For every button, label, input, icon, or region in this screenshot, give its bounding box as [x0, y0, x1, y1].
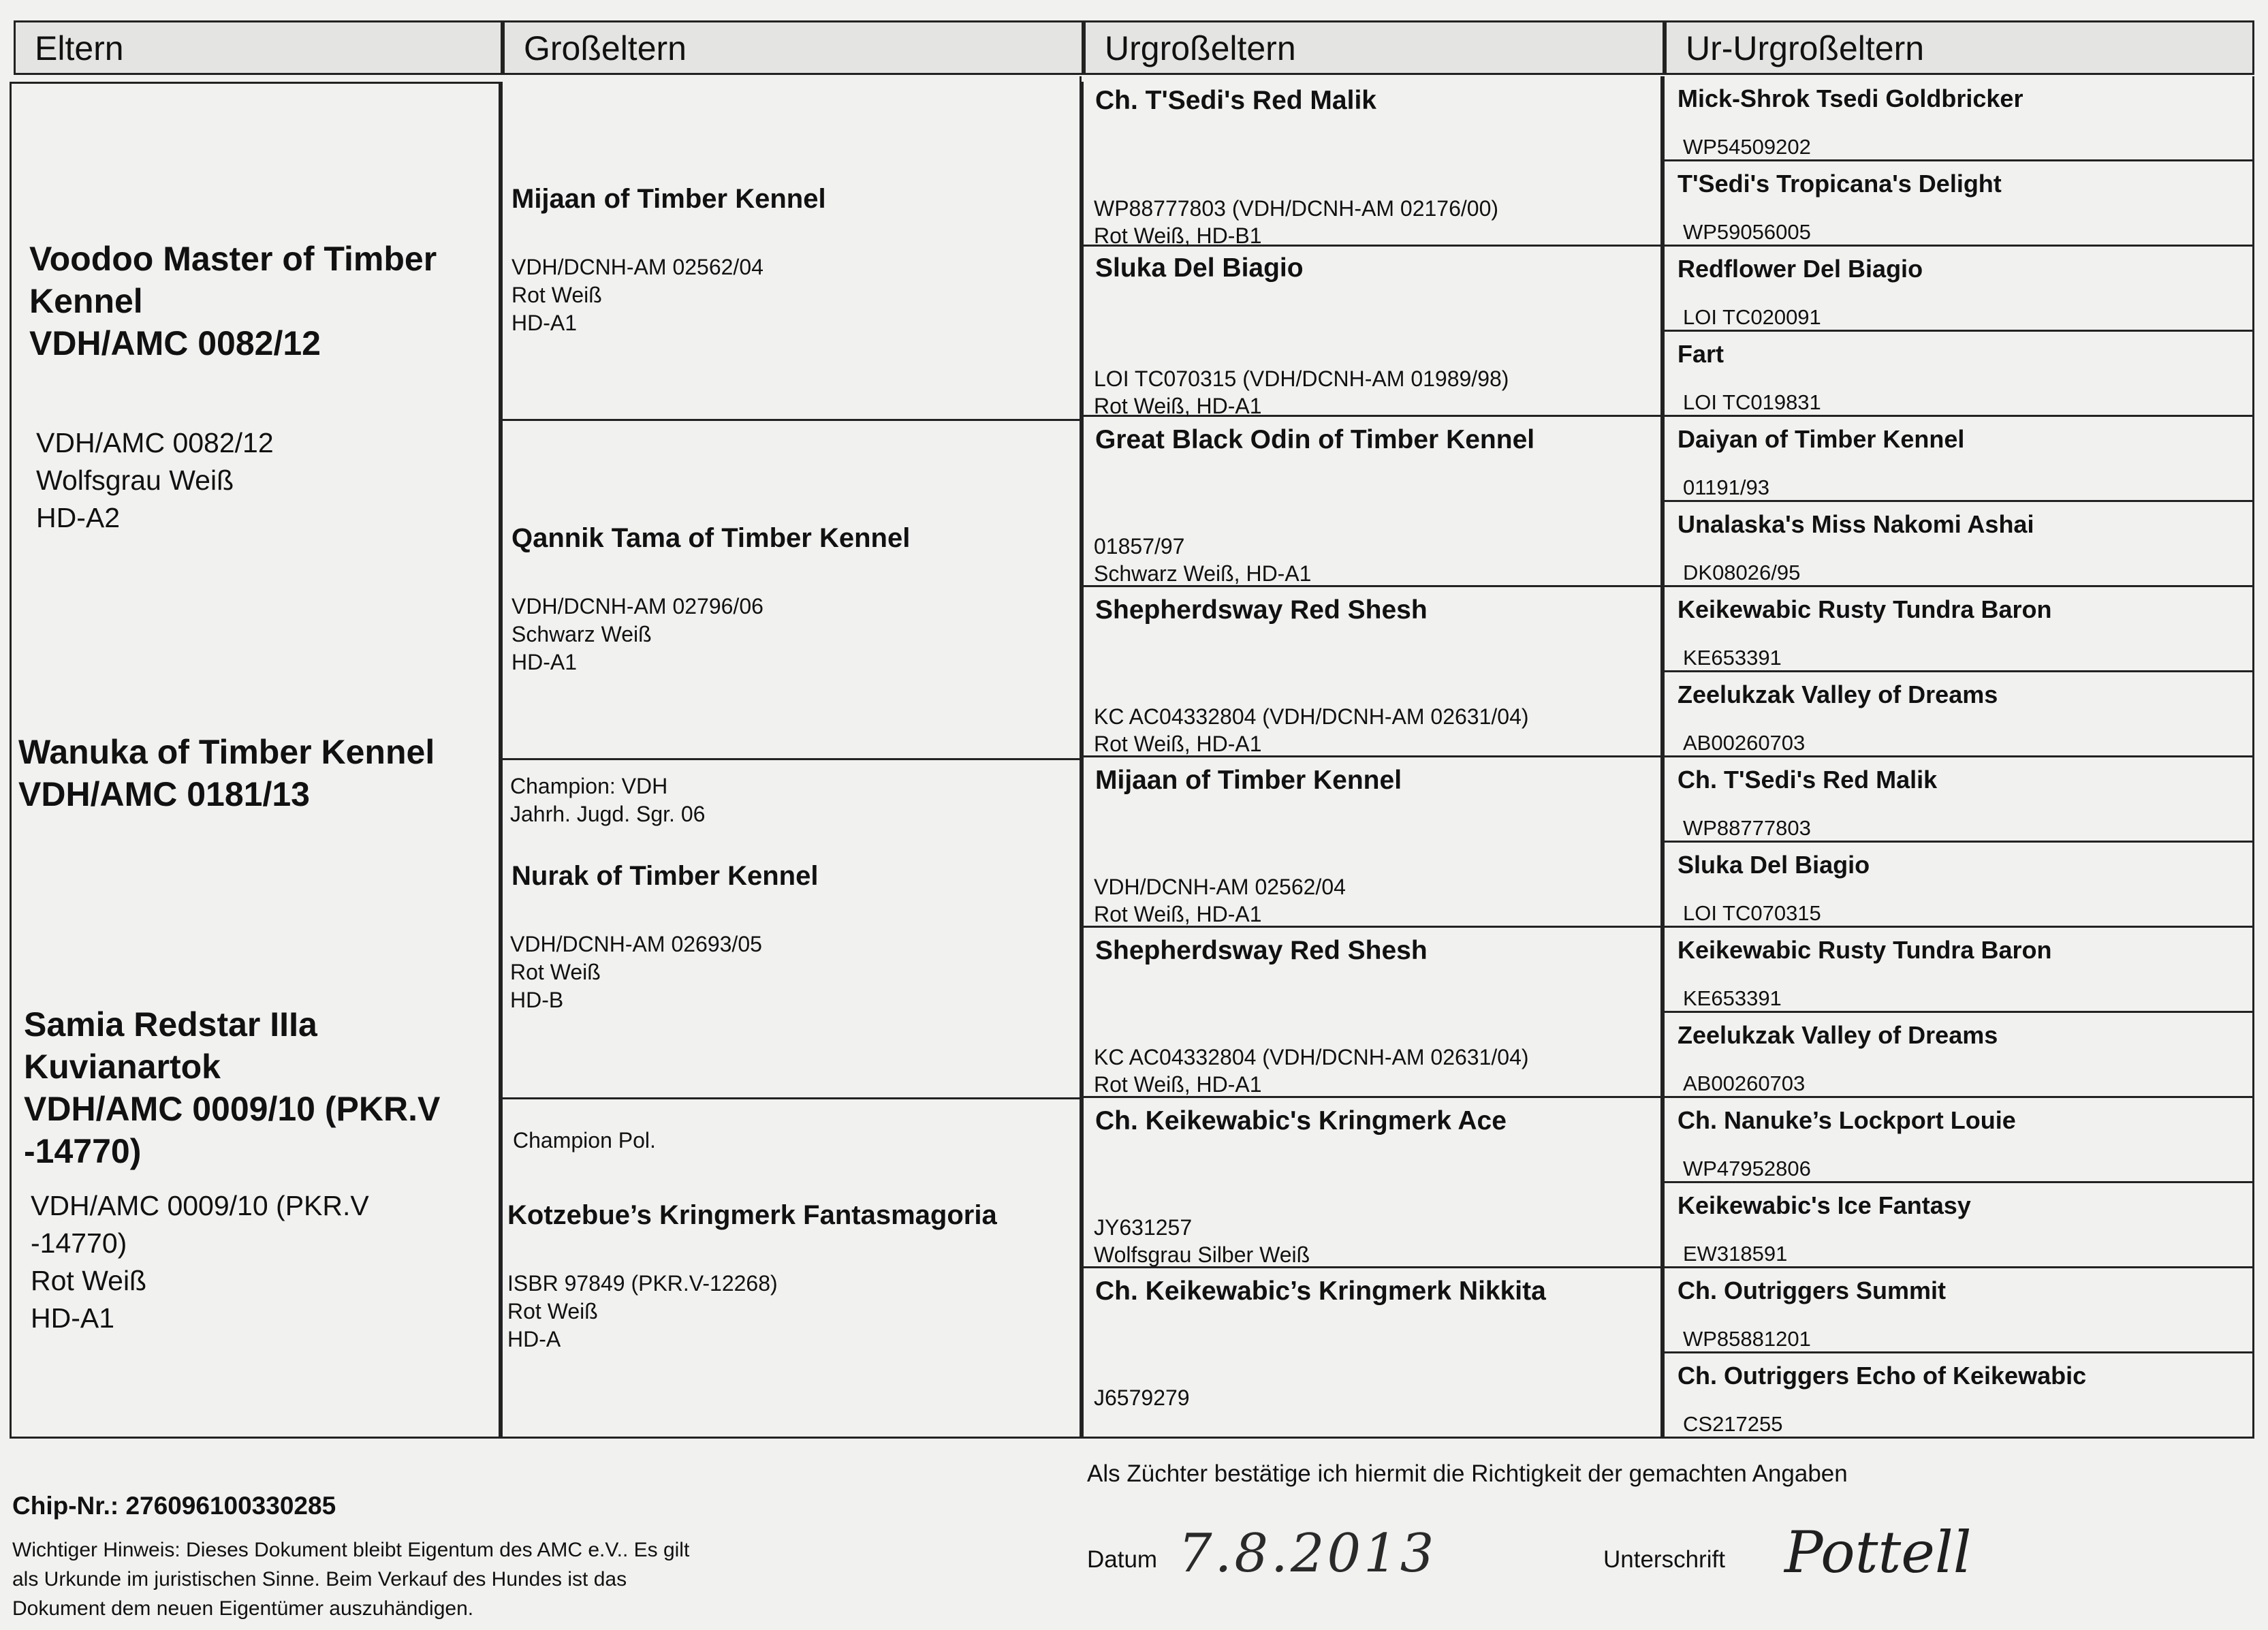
legal-notice [12, 1535, 689, 1623]
sire-name-line: Voodoo Master of Timber [29, 240, 437, 278]
grandparent-info-line: HD-A1 [511, 311, 578, 335]
chip-number [12, 1492, 336, 1520]
ggg-cell [1663, 587, 2252, 672]
header-grandparents-label: Großeltern [524, 29, 687, 67]
ggg-reg: WP85881201 [1683, 1327, 1811, 1351]
ggg-reg: WP54509202 [1683, 135, 1811, 159]
signature-label: Unterschrift [1603, 1546, 1725, 1573]
dog-name-line: VDH/AMC 0181/13 [18, 775, 310, 813]
ggg-reg: AB00260703 [1683, 731, 1806, 755]
dam-name-line: Samia Redstar IIIa [24, 1005, 317, 1044]
ggg-cell [1663, 332, 2252, 417]
grandparent-name: Nurak of Timber Kennel [511, 861, 819, 891]
grandparent-title [510, 772, 705, 828]
header-great-grandparents [1084, 20, 1665, 75]
ggg-reg: DK08026/95 [1683, 561, 1801, 584]
sire-info-line: HD-A2 [36, 502, 121, 533]
great-grandparent-cell [1082, 1098, 1663, 1268]
ggg-cell [1663, 1268, 2252, 1353]
ggg-reg: WP88777803 [1683, 816, 1811, 840]
grandparent-cell [501, 1099, 1082, 1439]
ggg-reg: LOI TC070315 [1683, 901, 1821, 925]
sire-name [29, 238, 437, 364]
great-grandparent-name: Ch. Keikewabic’s Kringmerk Nikkita [1095, 1276, 1546, 1306]
ggg-name: Ch. Nanuke’s Lockport Louie [1678, 1106, 2016, 1134]
great-grandparent-cell [1082, 587, 1663, 757]
parents-column [10, 82, 503, 1439]
great-grandparent-cell [1082, 1268, 1663, 1439]
ggg-reg: CS217255 [1683, 1412, 1783, 1436]
dam-name-line: Kuvianartok [24, 1048, 221, 1086]
ggg-reg: KE653391 [1683, 986, 1782, 1010]
great-grandparent-name: Sluka Del Biagio [1095, 253, 1304, 283]
dam-name-line: -14770) [24, 1132, 142, 1170]
grandparent-title: Champion Pol. [513, 1128, 656, 1153]
ggg-cell [1663, 1013, 2252, 1098]
grandparent-info-line: VDH/DCNH-AM 02796/06 [511, 594, 763, 618]
great-grandparent-info [1094, 1214, 1310, 1268]
dam-info-line: -14770) [31, 1227, 127, 1259]
ggg-name: T'Sedi's Tropicana's Delight [1678, 170, 2002, 198]
great-grandparent-info [1094, 195, 1498, 249]
grandparents-column [499, 82, 1084, 1439]
grandparent-name: Qannik Tama of Timber Kennel [511, 523, 911, 553]
great-grandparent-info [1094, 533, 1311, 587]
ggg-name: Keikewabic Rusty Tundra Baron [1678, 936, 2052, 964]
great-grandparent-cell [1082, 417, 1663, 587]
great-grandparent-info [1094, 365, 1509, 420]
ggg-name: Redflower Del Biagio [1678, 255, 1923, 283]
sire-info [36, 424, 274, 537]
ggg-cell [1663, 928, 2252, 1013]
ggg-cell [1663, 757, 2252, 843]
great-grandparent-cell [1082, 757, 1663, 928]
grandparent-title-line: Jahrh. Jugd. Sgr. 06 [510, 802, 706, 826]
grandparent-info [511, 253, 763, 337]
dam-name [24, 1003, 440, 1172]
ggg-column [1660, 76, 2254, 1439]
ggg-name: Zeelukzak Valley of Dreams [1678, 1021, 1998, 1049]
grandparent-name: Kotzebue’s Kringmerk Fantasmagoria [507, 1200, 997, 1230]
header-great-grandparents-label: Urgroßeltern [1105, 29, 1296, 67]
great-grandparent-name: Ch. Keikewabic's Kringmerk Ace [1095, 1106, 1507, 1135]
great-grandparent-info-line: Rot Weiß, HD-A1 [1094, 902, 1262, 926]
grandparent-info [510, 930, 762, 1014]
header-parents [14, 20, 503, 75]
header-parents-label: Eltern [35, 29, 124, 67]
ggg-cell [1663, 76, 2252, 161]
great-grandparents-column [1080, 76, 1665, 1439]
ggg-name: Keikewabic's Ice Fantasy [1678, 1191, 1971, 1219]
ggg-cell [1663, 417, 2252, 502]
great-grandparent-info [1094, 703, 1529, 757]
ggg-name: Ch. Outriggers Echo of Keikewabic [1678, 1362, 2087, 1390]
ggg-reg: LOI TC020091 [1683, 305, 1821, 329]
chip-label: Chip-Nr.: [12, 1492, 119, 1520]
ggg-cell [1663, 502, 2252, 587]
handwritten-date: 7.8.2013 [1178, 1523, 1437, 1584]
grandparent-cell [501, 760, 1082, 1099]
sire-info-line: VDH/AMC 0082/12 [36, 427, 274, 458]
ggg-reg: KE653391 [1683, 646, 1782, 670]
breeder-statement: Als Züchter bestätige ich hiermit die Richtigkeit der gemachten Angaben [1087, 1460, 1848, 1487]
dam-name-line: VDH/AMC 0009/10 (PKR.V [24, 1090, 441, 1128]
legal-notice-line: Dokument dem neuen Eigentümer auszuhändigen. [12, 1597, 474, 1620]
sire-info-line: Wolfsgrau Weiß [36, 465, 234, 496]
ggg-reg: AB00260703 [1683, 1071, 1806, 1095]
ggg-reg: WP59056005 [1683, 220, 1811, 244]
great-grandparent-info-line: 01857/97 [1094, 534, 1185, 559]
grandparent-title-line: Champion: VDH [510, 774, 668, 798]
grandparent-info-line: Rot Weiß [510, 960, 601, 984]
great-grandparent-name: Ch. T'Sedi's Red Malik [1095, 86, 1376, 115]
great-grandparent-name: Great Black Odin of Timber Kennel [1095, 425, 1535, 454]
ggg-cell [1663, 1183, 2252, 1268]
sire-name-line: Kennel [29, 282, 143, 320]
grandparent-info-line: HD-A1 [511, 650, 578, 674]
great-grandparent-info-line: Rot Weiß, HD-A1 [1094, 394, 1262, 418]
header-great-great-grandparents [1665, 20, 2254, 75]
legal-notice-line: als Urkunde im juristischen Sinne. Beim Verkauf des Hundes ist das [12, 1568, 627, 1590]
grandparent-info-line: HD-B [510, 988, 564, 1012]
grandparent-info-line: Rot Weiß [511, 283, 602, 307]
ggg-name: Unalaska's Miss Nakomi Ashai [1678, 510, 2034, 538]
great-grandparent-info-line: KC AC04332804 (VDH/DCNH-AM 02631/04) [1094, 1045, 1529, 1069]
great-grandparent-info [1094, 873, 1346, 928]
great-grandparent-info-line: Rot Weiß, HD-A1 [1094, 732, 1262, 756]
ggg-name: Sluka Del Biagio [1678, 851, 1870, 879]
great-grandparent-cell [1082, 928, 1663, 1098]
ggg-name: Fart [1678, 340, 1724, 368]
ggg-reg: WP47952806 [1683, 1157, 1811, 1180]
sire-name-line: VDH/AMC 0082/12 [29, 324, 321, 362]
ggg-cell [1663, 843, 2252, 928]
ggg-name: Ch. Outriggers Summit [1678, 1276, 1947, 1304]
grandparent-info-line: VDH/DCNH-AM 02693/05 [510, 932, 762, 956]
great-grandparent-name: Mijaan of Timber Kennel [1095, 766, 1402, 795]
great-grandparent-info-line: Rot Weiß, HD-A1 [1094, 1072, 1262, 1097]
dog-name [18, 731, 435, 815]
header-ggg-label: Ur-Urgroßeltern [1686, 29, 1925, 67]
great-grandparent-cell [1082, 76, 1663, 247]
grandparent-cell [501, 421, 1082, 760]
ggg-name: Daiyan of Timber Kennel [1678, 425, 1965, 453]
ggg-reg: LOI TC019831 [1683, 390, 1821, 414]
great-grandparent-info-line: J6579279 [1094, 1385, 1190, 1410]
great-grandparent-info-line: Schwarz Weiß, HD-A1 [1094, 561, 1312, 586]
dam-info [31, 1187, 369, 1337]
date-label: Datum [1087, 1546, 1158, 1573]
great-grandparent-cell [1082, 247, 1663, 417]
grandparent-name: Mijaan of Timber Kennel [511, 184, 826, 214]
ggg-cell [1663, 1353, 2252, 1439]
ggg-cell [1663, 672, 2252, 757]
dam-info-line: HD-A1 [31, 1302, 115, 1334]
legal-notice-line: Wichtiger Hinweis: Dieses Dokument bleibt Eigentum des AMC e.V.. Es gilt [12, 1539, 690, 1561]
great-grandparent-info-line: Wolfsgrau Silber Weiß [1094, 1242, 1310, 1267]
ggg-name: Ch. T'Sedi's Red Malik [1678, 766, 1938, 794]
great-grandparent-name: Shepherdsway Red Shesh [1095, 595, 1428, 625]
ggg-cell [1663, 161, 2252, 247]
ggg-name: Keikewabic Rusty Tundra Baron [1678, 595, 2052, 623]
dam-info-line: Rot Weiß [31, 1265, 147, 1296]
ggg-name: Zeelukzak Valley of Dreams [1678, 680, 1998, 708]
ggg-cell [1663, 1098, 2252, 1183]
great-grandparent-info-line: KC AC04332804 (VDH/DCNH-AM 02631/04) [1094, 704, 1529, 729]
grandparent-info [511, 593, 763, 676]
great-grandparent-info-line: Rot Weiß, HD-B1 [1094, 223, 1262, 248]
grandparent-info [507, 1270, 778, 1353]
header-grandparents [503, 20, 1084, 75]
chip-value: 276096100330285 [125, 1492, 336, 1520]
dog-name-line: Wanuka of Timber Kennel [18, 733, 435, 771]
grandparent-info-line: HD-A [507, 1327, 561, 1351]
ggg-cell [1663, 247, 2252, 332]
ggg-name: Mick-Shrok Tsedi Goldbricker [1678, 84, 2023, 112]
great-grandparent-info-line: JY631257 [1094, 1215, 1193, 1240]
ggg-reg: 01191/93 [1683, 475, 1769, 499]
great-grandparent-info-line: WP88777803 (VDH/DCNH-AM 02176/00) [1094, 196, 1499, 221]
ggg-reg: EW318591 [1683, 1242, 1788, 1266]
great-grandparent-info-line: VDH/DCNH-AM 02562/04 [1094, 875, 1346, 899]
great-grandparent-info [1094, 1044, 1529, 1098]
grandparent-info-line: ISBR 97849 (PKR.V-12268) [507, 1271, 778, 1296]
grandparent-info-line: Schwarz Weiß [511, 622, 652, 646]
dam-info-line: VDH/AMC 0009/10 (PKR.V [31, 1190, 369, 1221]
grandparent-info-line: VDH/DCNH-AM 02562/04 [511, 255, 763, 279]
handwritten-signature: Pottell [1784, 1519, 1972, 1586]
grandparent-info-line: Rot Weiß [507, 1299, 598, 1323]
great-grandparent-name: Shepherdsway Red Shesh [1095, 936, 1428, 965]
grandparent-cell [501, 82, 1082, 421]
great-grandparent-info-line: LOI TC070315 (VDH/DCNH-AM 01989/98) [1094, 366, 1509, 391]
